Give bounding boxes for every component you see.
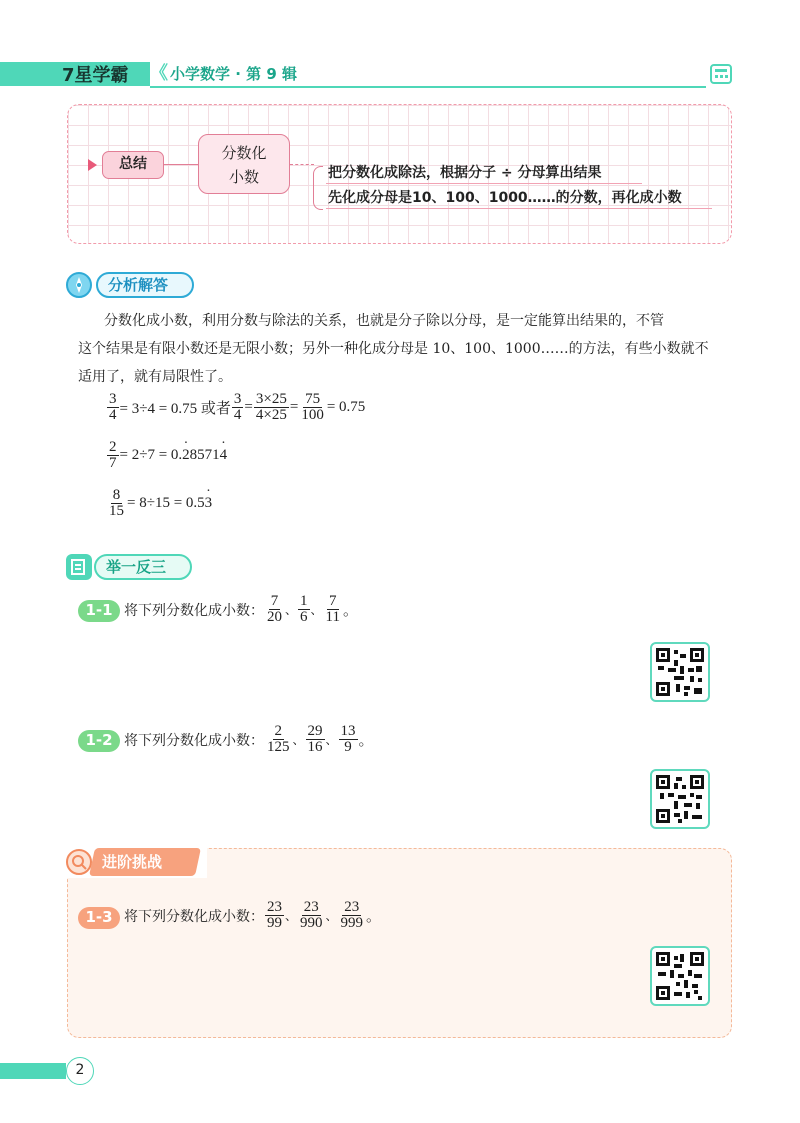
exercise-1-3: 将下列分数化成小数： $\frac{23}{99}$ 、 $\frac{23}{990}$ 、 $\frac{23}{999}$ 。 <box>124 899 382 931</box>
connector-dashed <box>290 164 314 165</box>
series-title: 小学数学 · 第 9 辑 <box>170 65 298 83</box>
analysis-title: 分析解答 <box>96 272 194 298</box>
fraction: $\frac{75}{100}$ <box>301 391 324 423</box>
header-band-tail <box>132 62 146 86</box>
fraction: $\frac{3}{4}$ <box>109 391 117 423</box>
analysis-line-2: 这个结果是有限小数还是无限小数；另外一种化成分母是 10、100、1000……的方法，有些小数就不 <box>78 341 709 357</box>
equation-text: = 3÷4 = 0.75 或者 <box>119 401 231 417</box>
exercise-label: 1-2 <box>78 730 120 752</box>
summary-tag: 总结 <box>102 151 164 179</box>
repeating-digit: · 3 <box>205 495 213 512</box>
calculator-icon <box>710 64 732 84</box>
equation-text: 8571 <box>189 447 220 463</box>
connector-line <box>164 164 198 165</box>
method-2-underline <box>326 208 712 209</box>
page-number: 2 <box>66 1057 94 1085</box>
magnifier-icon <box>66 849 92 875</box>
challenge-title: 进阶挑战 <box>102 853 163 871</box>
node-line-1: 分数化 <box>221 144 267 162</box>
qr-pattern <box>656 775 704 823</box>
compass-icon <box>66 272 92 298</box>
equation-3 <box>106 488 212 519</box>
equation-1 <box>106 392 365 423</box>
chevron-left-icon: 《 <box>150 63 168 84</box>
analysis-line-1: 分数化成小数，利用分数与除法的关系，也就是分子除以分母，是一定能算出结果的，不管 <box>104 313 664 329</box>
repeating-digit: · 2 <box>182 447 190 464</box>
exercise-label: 1-1 <box>78 600 120 622</box>
practice-title: 举一反三 <box>94 554 192 580</box>
equation-text: = 8÷15 = 0.5 <box>127 495 205 511</box>
qr-pattern <box>656 952 704 1000</box>
method-bracket <box>313 166 323 210</box>
exercise-1-1: 将下列分数化成小数： $\frac{7}{20}$ 、 $\frac{1}{6}$ 、 $\frac{7}{11}$ 。 <box>124 593 358 625</box>
method-1-underline <box>326 183 642 184</box>
notebook-icon <box>66 554 92 580</box>
equals: = <box>244 399 253 415</box>
qr-code-icon[interactable] <box>650 642 710 702</box>
fraction: $\frac{8}{15}$ <box>109 487 124 519</box>
brand-logo: 7星学霸 <box>62 65 129 86</box>
equation-result: = 0.75 <box>326 399 366 415</box>
equation-2 <box>106 440 227 471</box>
triangle-pointer-icon <box>88 159 97 171</box>
fraction: $\frac{3\times 25}{4\times 25}$ <box>255 391 287 423</box>
qr-pattern <box>656 648 704 696</box>
exercise-1-2: 将下列分数化成小数： $\frac{2}{125}$ 、 $\frac{29}{16}$ 、 $\frac{13}{9}$ 。 <box>124 723 374 755</box>
method-1: 把分数化成除法，根据分子 ÷ 分母算出结果 <box>328 165 602 181</box>
fraction: $\frac{3}{4}$ <box>233 391 242 423</box>
qr-code-icon[interactable] <box>650 946 710 1006</box>
qr-code-icon[interactable] <box>650 769 710 829</box>
node-line-2: 小数 <box>228 168 259 186</box>
fraction: $\frac{2}{7}$ <box>109 439 117 471</box>
equals: = <box>289 399 299 415</box>
summary-node <box>198 134 290 194</box>
equation-text: = 2÷7 = 0. <box>119 447 183 463</box>
footer-band <box>0 1063 66 1079</box>
repeating-digit: · 4 <box>220 447 228 464</box>
analysis-line-3: 适用了，就有局限性了。 <box>78 369 232 385</box>
method-2: 先化成分母是10、100、1000……的分数，再化成小数 <box>328 190 682 206</box>
exercise-label: 1-3 <box>78 907 120 929</box>
header-rule <box>150 86 706 88</box>
